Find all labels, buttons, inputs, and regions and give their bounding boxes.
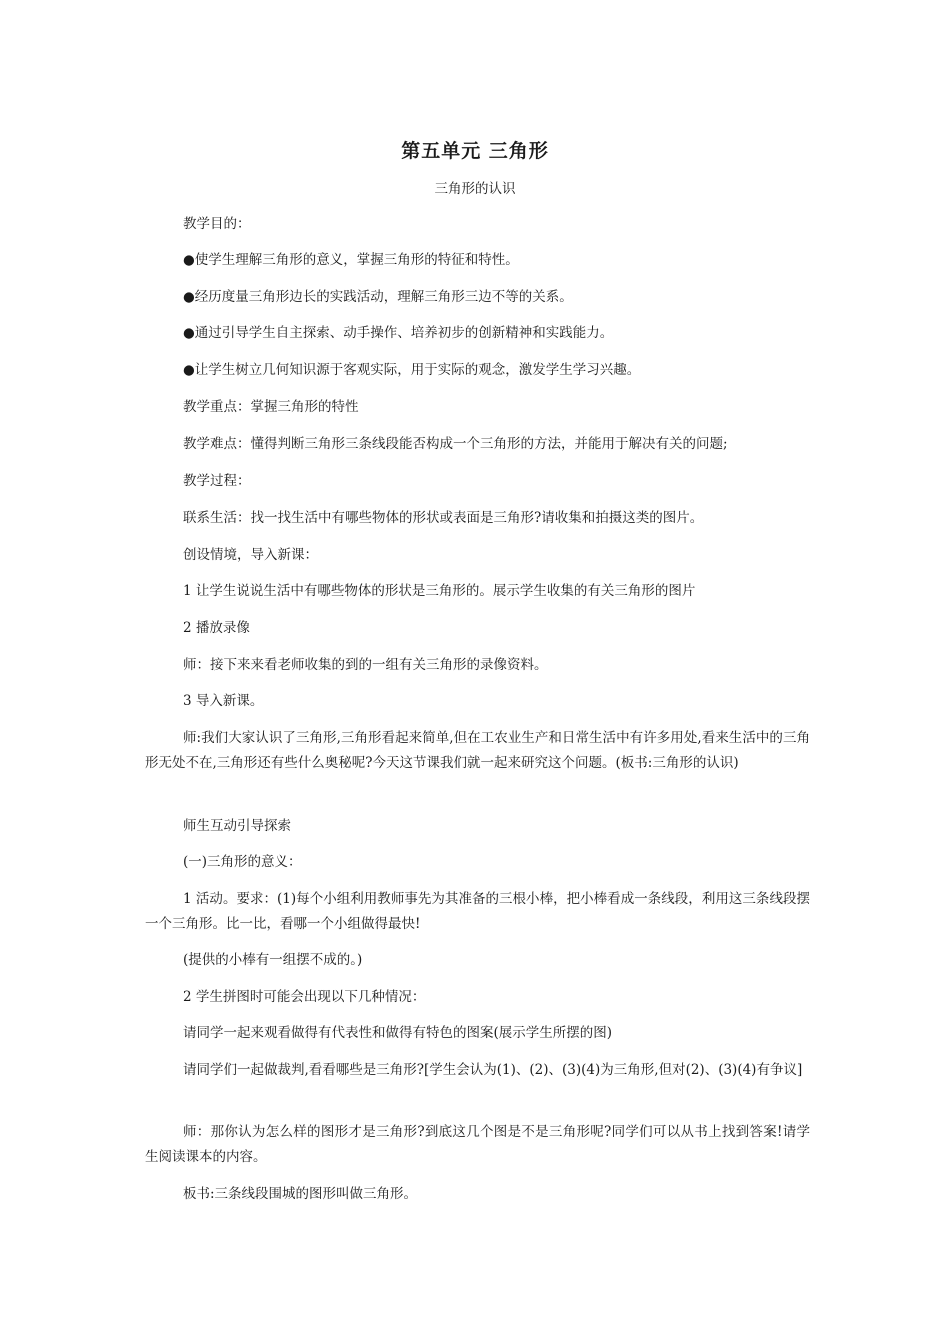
paragraph: 师：接下来来看老师收集的到的一组有关三角形的录像资料。 <box>183 657 548 673</box>
paragraph: 请同学们一起做裁判,看看哪些是三角形?[学生会认为(1)、(2)、(3)(4)为三角形,但对(2)、(3)(4)有争议] <box>183 1062 803 1078</box>
paragraph: 师生互动引导探索 <box>183 818 291 834</box>
paragraph: 板书:三条线段围城的图形叫做三角形。 <box>183 1186 418 1202</box>
paragraph: (提供的小棒有一组摆不成的。) <box>183 952 363 968</box>
document-subtitle: 三角形的认识 <box>434 181 516 197</box>
paragraph: ●使学生理解三角形的意义，掌握三角形的特征和特性。 <box>183 252 519 268</box>
paragraph: 教学目的： <box>183 216 251 232</box>
paragraph: 1 活动。要求：(1)每个小组利用教师事先为其准备的三根小棒，把小棒看成一条线段，利用这三条线段摆一个三角形。比一比，看哪一个小组做得最快! <box>145 891 810 932</box>
paragraph: 教学过程： <box>183 473 251 489</box>
paragraph: 2 播放录像 <box>183 620 250 636</box>
paragraph: 2 学生拼图时可能会出现以下几种情况： <box>183 989 426 1005</box>
paragraph: 教学重点：掌握三角形的特性 <box>183 399 359 415</box>
paragraph: 师:我们大家认识了三角形,三角形看起来简单,但在工农业生产和日常生活中有许多用处,看来生活中的三角形无处不在,三角形还有些什么奥秘呢?今天这节课我们就一起来研究这个问题。(板书:三角形的认识) <box>145 730 810 771</box>
paragraph: 师：那你认为怎么样的图形才是三角形?到底这几个图是不是三角形呢?同学们可以从书上找到答案!请学生阅读课本的内容。 <box>145 1124 810 1165</box>
paragraph: (一)三角形的意义： <box>183 854 302 870</box>
paragraph: ●经历度量三角形边长的实践活动，理解三角形三边不等的关系。 <box>183 289 573 305</box>
paragraph: 创设情境，导入新课： <box>183 547 318 563</box>
paragraph: 3 导入新课。 <box>183 693 264 709</box>
document-title: 第五单元 三角形 <box>401 140 549 162</box>
paragraph: 请同学一起来观看做得有代表性和做得有特色的图案(展示学生所摆的图) <box>183 1025 613 1041</box>
paragraph: 1 让学生说说生活中有哪些物体的形状是三角形的。展示学生收集的有关三角形的图片 <box>183 583 696 599</box>
paragraph: 联系生活：找一找生活中有哪些物体的形状或表面是三角形?请收集和拍摄这类的图片。 <box>183 510 704 526</box>
paragraph: 教学难点：懂得判断三角形三条线段能否构成一个三角形的方法，并能用于解决有关的问题; <box>183 436 728 452</box>
paragraph: ●让学生树立几何知识源于客观实际，用于实际的观念，激发学生学习兴趣。 <box>183 362 641 378</box>
paragraph: ●通过引导学生自主探索、动手操作、培养初步的创新精神和实践能力。 <box>183 325 614 341</box>
